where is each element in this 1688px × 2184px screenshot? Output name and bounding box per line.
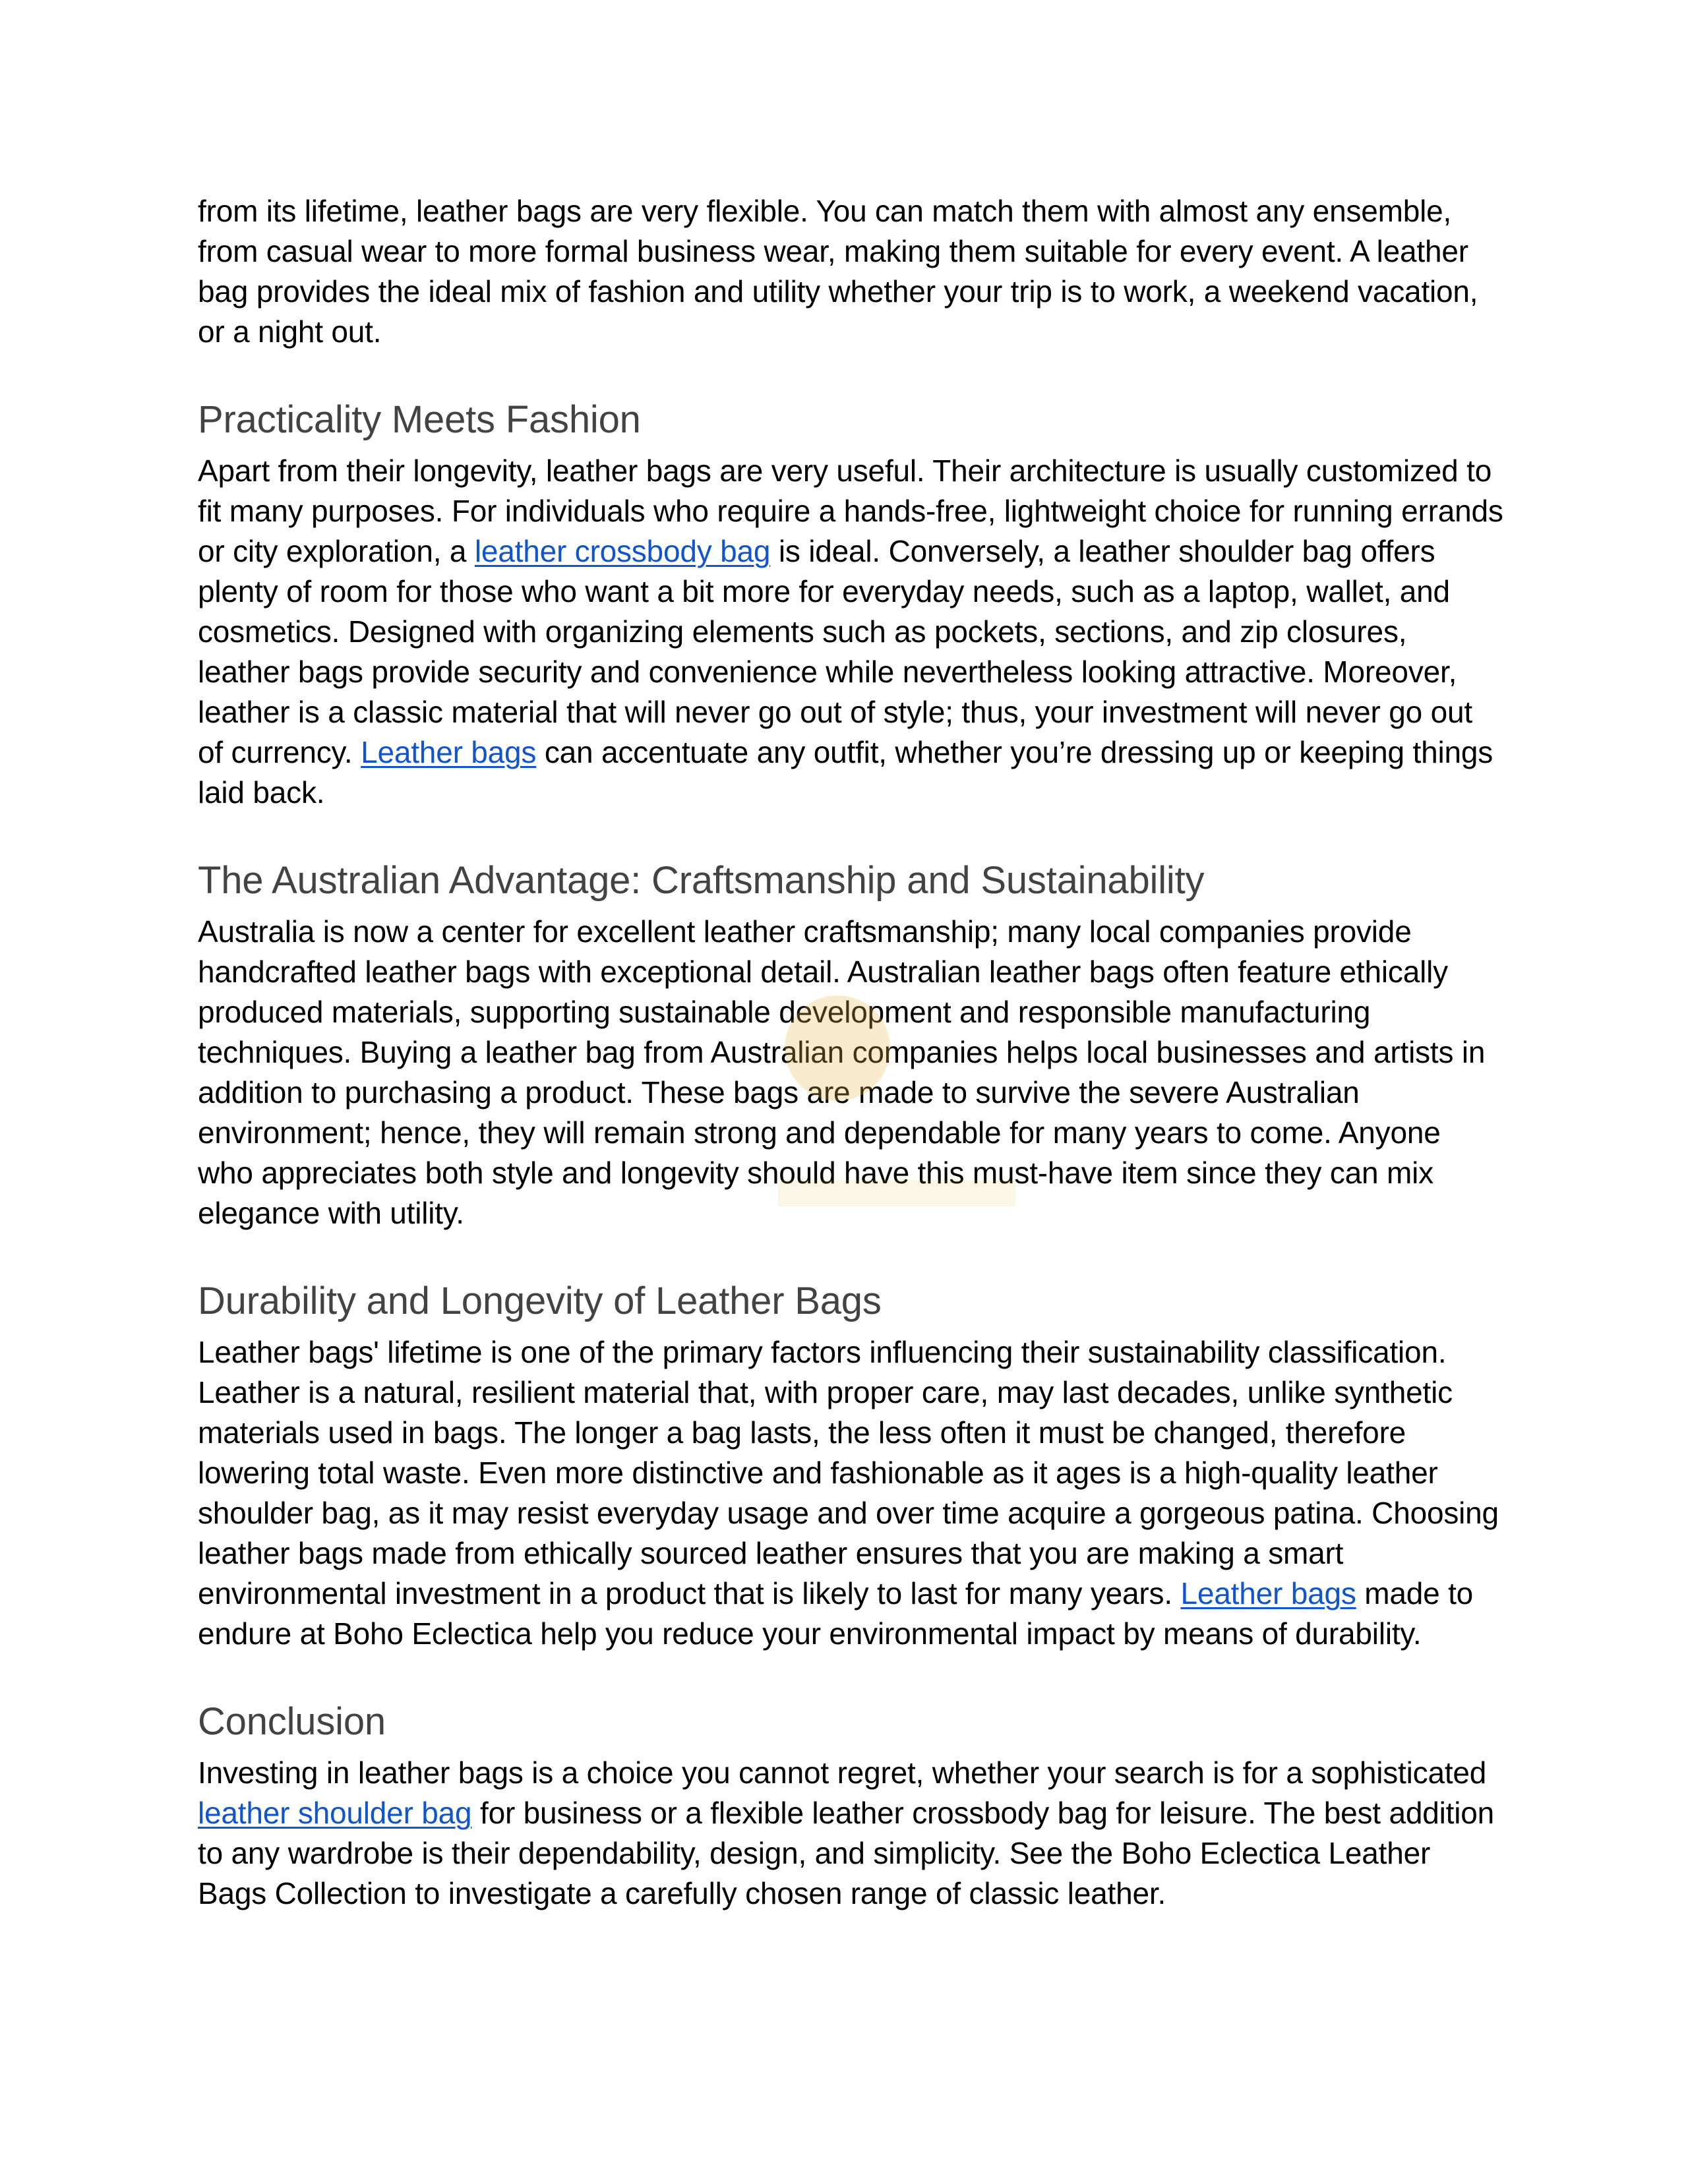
durability-paragraph [198, 1332, 1503, 1654]
heading-australian-advantage: The Australian Advantage: Craftsmanship and Sustainability [198, 859, 1205, 902]
heading-durability: Durability and Longevity of Leather Bags [198, 1280, 882, 1322]
conclusion-text-2: for business or a flexible leather crossbody bag for leisure. The best addition to any wardrobe is their dependability, design, and simplicity. See the Boho Eclectica Leather Bags Collection to investigate a carefully chosen range of classic leather. [198, 1796, 1495, 1910]
australian-paragraph: Australia is now a center for excellent leather craftsmanship; many local companies provide handcrafted leather bags with exceptional detail. Australian leather bags often feature ethically produced materials, supporting sustainable development and responsible manufacturing techniques. Buying a leather bag from Australian companies helps local businesses and artists in addition to purchasing a product. These bags are made to survive the severe Australian environment; hence, they will remain strong and dependable for many years to come. Anyone who appreciates both style and longevity should have this must-have item since they can mix elegance with utility. [198, 914, 1486, 1230]
conclusion-paragraph [198, 1753, 1503, 1914]
heading-practicality: Practicality Meets Fashion [198, 398, 641, 441]
intro-paragraph: from its lifetime, leather bags are very flexible. You can match them with almost any ensemble, from casual wear to more formal business wear, making them suitable for every event. A leather bag provides the ideal mix of fashion and utility whether your trip is to work, a weekend vacation, or a night out. [198, 194, 1478, 349]
durability-text-1: Leather bags' lifetime is one of the primary factors influencing their sustainability classification. Leather is a natural, resilient material that, with proper care, may last decades, unlike synthetic materials used in bags. The longer a bag lasts, the less often it must be changed, therefore lowering total waste. Even more distinctive and fashionable as it ages is a high-quality leather shoulder bag, as it may resist everyday usage and over time acquire a gorgeous patina. Choosing leather bags made from ethically sourced leather ensures that you are making a smart environmental investment in a product that is likely to last for many years. [198, 1335, 1499, 1610]
heading-conclusion: Conclusion [198, 1700, 386, 1743]
practicality-paragraph [198, 451, 1503, 813]
link-leather-shoulder-bag[interactable]: leather shoulder bag [198, 1796, 472, 1830]
practicality-text-3: can accentuate any outfit, whether you’re dressing up or keeping things laid back. [198, 735, 1493, 810]
durability-text-2: made to endure at Boho Eclectica help you reduce your environmental impact by means of durability. [198, 1576, 1474, 1651]
practicality-text-2: is ideal. Conversely, a leather shoulder bag offers plenty of room for those who want a bit more for everyday needs, such as a laptop, wallet, and cosmetics. Designed with organizing elements such as pockets, sections, and zip closures, leather bags provide security and convenience while nevertheless looking attractive. Moreover, leather is a classic material that will never go out of style; thus, your investment will never go out of currency. [198, 534, 1472, 769]
link-leather-bags-2[interactable]: Leather bags [1180, 1576, 1356, 1610]
practicality-text-1: Apart from their longevity, leather bags are very useful. Their architecture is usually customized to fit many purposes. For individuals who require a hands-free, lightweight choice for running errands or city exploration, a [198, 454, 1503, 568]
conclusion-text-1: Investing in leather bags is a choice you cannot regret, whether your search is for a sophisticated [198, 1756, 1487, 1790]
link-leather-bags-1[interactable]: Leather bags [361, 735, 537, 769]
document-page [198, 191, 1503, 1914]
link-leather-crossbody-bag[interactable]: leather crossbody bag [474, 534, 771, 568]
